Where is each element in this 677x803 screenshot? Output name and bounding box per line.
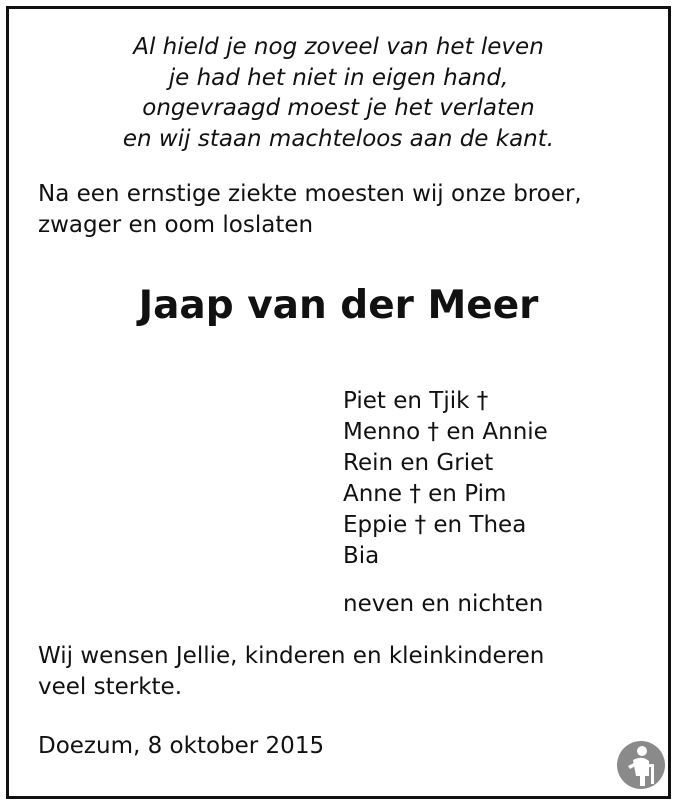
poem-line: Al hield je nog zoveel van het leven xyxy=(133,34,544,60)
intro-line: zwager en oom loslaten xyxy=(38,212,314,238)
wish-text xyxy=(38,641,544,703)
family-line: Rein en Griet xyxy=(343,450,494,476)
wish-line: Wij wensen Jellie, kinderen en kleinkinderen xyxy=(38,643,545,669)
relatives-line: neven en nichten xyxy=(343,591,544,617)
place-date: Doezum, 8 oktober 2015 xyxy=(38,733,325,759)
family-line: Menno † en Annie xyxy=(343,419,548,445)
poem xyxy=(0,32,677,154)
deceased-name: Jaap van der Meer xyxy=(138,283,539,328)
family-list xyxy=(343,386,548,572)
family-line: Eppie † en Thea xyxy=(343,512,527,538)
family-line: Bia xyxy=(343,543,380,569)
wish-line: veel sterkte. xyxy=(38,674,183,700)
intro-line: Na een ernstige ziekte moesten wij onze broer, xyxy=(38,181,582,207)
poem-line: ongevraagd moest je het verlaten xyxy=(142,95,535,121)
family-line: Anne † en Pim xyxy=(343,481,507,507)
family-line: Piet en Tjik † xyxy=(343,388,489,414)
mourning-figure-icon xyxy=(616,740,666,790)
intro-text xyxy=(38,179,582,241)
poem-line: je had het niet in eigen hand, xyxy=(168,64,509,91)
poem-line: en wij staan machteloos aan de kant. xyxy=(122,125,555,152)
